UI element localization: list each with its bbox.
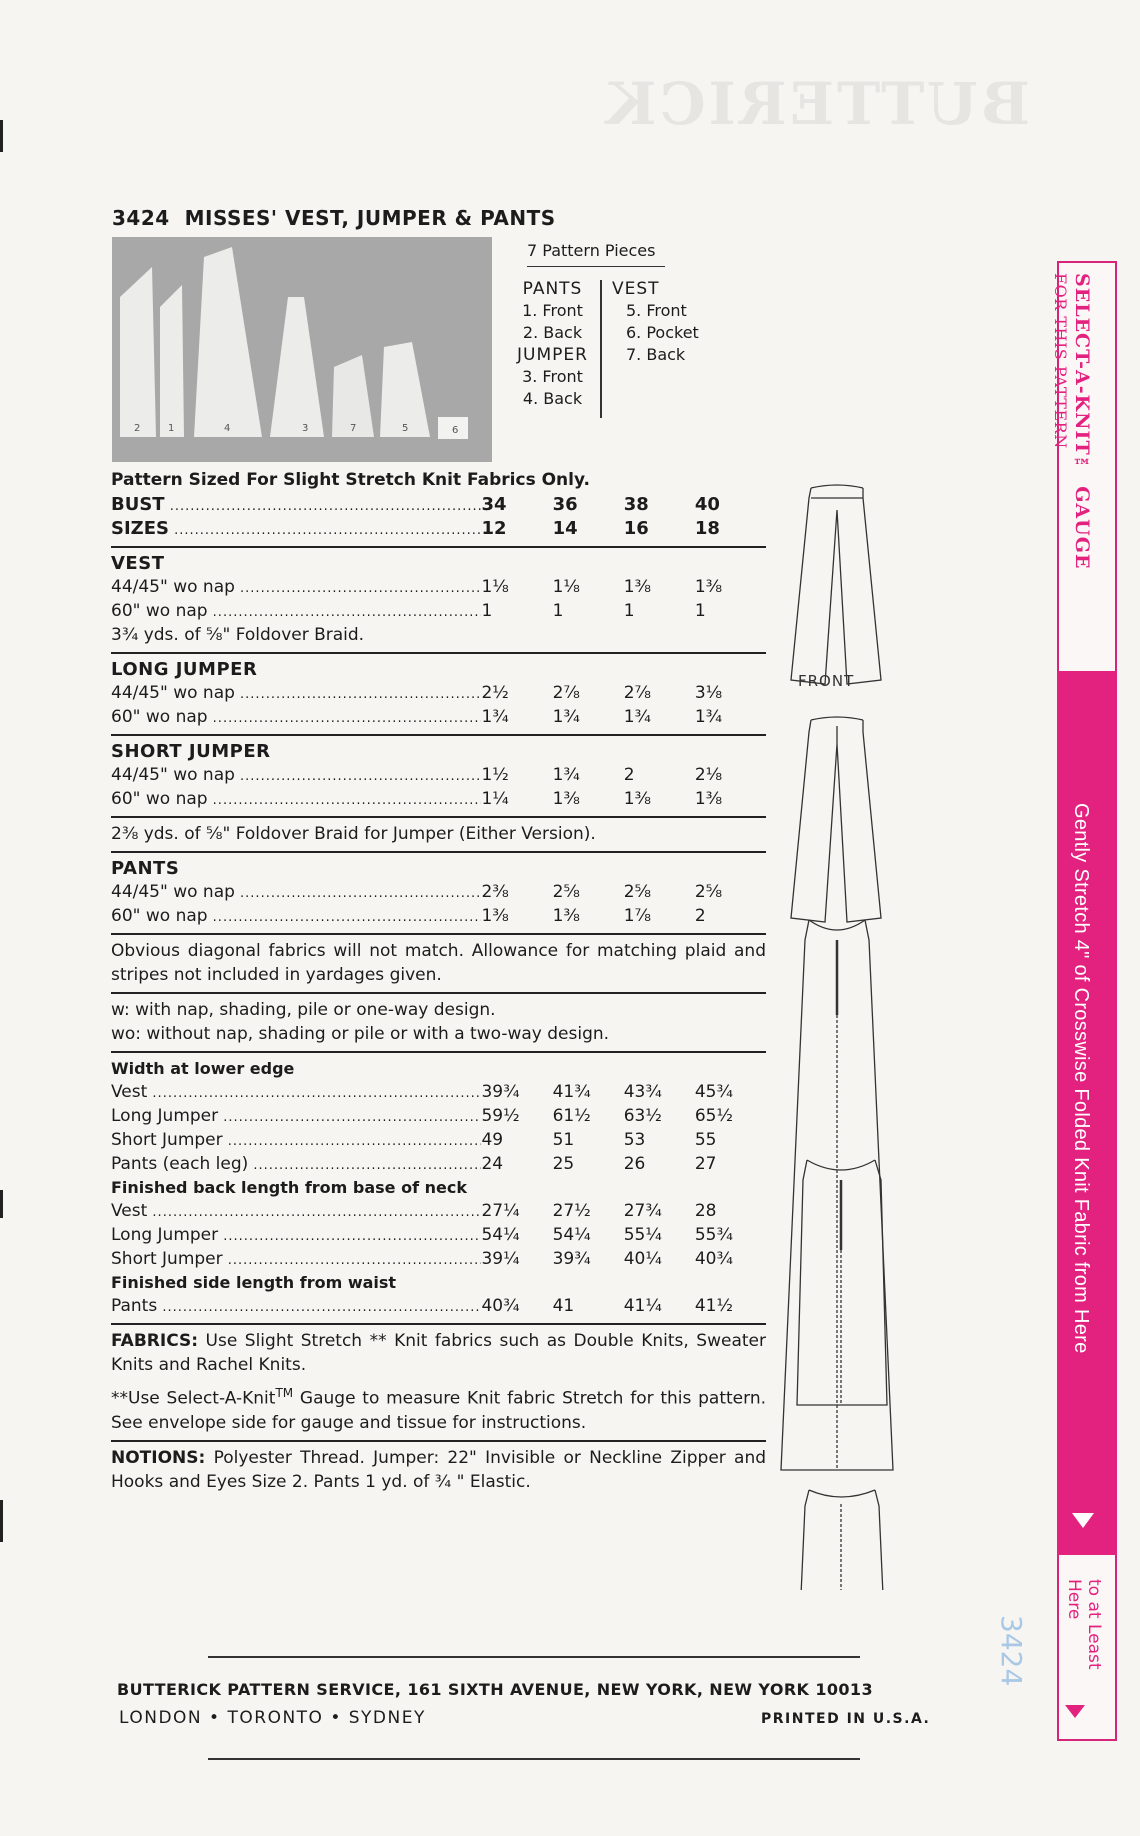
cell: 39¾ <box>552 1249 591 1269</box>
gauge-stretch-band <box>1057 671 1117 1555</box>
cell: 2 <box>623 765 635 785</box>
table-row <box>111 1104 766 1128</box>
piece-item: 1. Front <box>522 301 583 320</box>
cell: 2⅛ <box>694 765 723 785</box>
gauge-least-line2: Here <box>1064 1579 1084 1620</box>
nap-note-w: w: with nap, shading, pile or one-way design. <box>111 1000 496 1020</box>
pants-header: PANTS <box>522 279 583 299</box>
table-row <box>111 1294 766 1318</box>
front-label: FRONT <box>798 672 855 690</box>
edge-mark <box>0 120 3 152</box>
sizing-lead: Pattern Sized For Slight Stretch Knit Fabrics Only. <box>111 470 590 490</box>
cell: 12 <box>481 518 507 539</box>
cell: 27 <box>694 1154 717 1174</box>
trademark: TM <box>275 1386 294 1400</box>
cell: 54¼ <box>481 1225 520 1245</box>
cell: 1 <box>694 601 706 621</box>
row-label: 44/45" wo nap ..... <box>111 763 481 789</box>
cell: 27¾ <box>623 1201 662 1221</box>
cell: 55¾ <box>694 1225 733 1245</box>
gauge-brand: SELECT-A-KNIT™ GAUGE <box>1071 273 1093 570</box>
measurements-section <box>111 1051 766 1318</box>
yardage-chart <box>111 468 766 1494</box>
photo-number: 6 <box>452 425 459 436</box>
section-title: SHORT JUMPER <box>111 741 271 762</box>
edge-mark <box>0 1190 3 1218</box>
cell: 1⅜ <box>623 577 652 597</box>
gauge-instruction: Gently Stretch 4" of Crosswise Folded Knit Fabric from Here <box>1070 803 1092 1354</box>
cell: 40¾ <box>694 1249 733 1269</box>
table-row <box>111 763 766 787</box>
pattern-number-stamp: 3424 <box>995 1615 1028 1687</box>
row-label: 60" wo nap ..... <box>111 904 481 930</box>
row-label: 60" wo nap ..... <box>111 787 481 813</box>
pants-section <box>111 851 766 928</box>
row-label: Long Jumper ..... <box>111 1104 481 1130</box>
table-row <box>111 1080 766 1104</box>
section-title: Width at lower edge <box>111 1059 295 1078</box>
gauge-end <box>1057 1555 1117 1741</box>
gauge-header <box>1051 261 1117 673</box>
cell: 1¾ <box>694 707 723 727</box>
cell: 63½ <box>623 1106 662 1126</box>
publisher-address: BUTTERICK PATTERN SERVICE, 161 SIXTH AVENUE, NEW YORK, NEW YORK 10013 <box>117 1680 873 1699</box>
cell: 40¾ <box>481 1296 520 1316</box>
row-label: Long Jumper ..... <box>111 1223 481 1249</box>
cell: 28 <box>694 1201 717 1221</box>
cell: 26 <box>623 1154 646 1174</box>
table-row <box>111 681 766 705</box>
section-title: VEST <box>111 553 165 574</box>
cell: 41¼ <box>623 1296 662 1316</box>
cell: 1⅜ <box>694 789 723 809</box>
row-label: Vest ..... <box>111 1080 481 1106</box>
cell: 45¾ <box>694 1082 733 1102</box>
pattern-name: MISSES' VEST, JUMPER & PANTS <box>184 206 556 230</box>
cell: 18 <box>694 518 720 539</box>
cell: 54¼ <box>552 1225 591 1245</box>
table-row <box>111 575 766 599</box>
cell: 1¾ <box>552 765 580 785</box>
row-label: 44/45" wo nap ..... <box>111 575 481 601</box>
fabrics-section <box>111 1323 766 1435</box>
cell: 1⅜ <box>481 906 509 926</box>
cell: 1¼ <box>481 789 509 809</box>
cell: 59½ <box>481 1106 520 1126</box>
row-label: Vest ..... <box>111 1199 481 1225</box>
cell: 1⅛ <box>481 577 509 597</box>
piece-item: 5. Front <box>626 301 687 320</box>
cell: 49 <box>481 1130 504 1150</box>
cell: 14 <box>552 518 578 539</box>
cell: 2⅜ <box>481 882 509 902</box>
cell: 41¾ <box>552 1082 591 1102</box>
cell: 40 <box>694 494 720 515</box>
nap-note-wo: wo: without nap, shading or pile or with a two-way design. <box>111 1024 610 1044</box>
cell: 39¼ <box>481 1249 520 1269</box>
pattern-title <box>112 206 556 230</box>
pattern-pieces-illustration <box>112 237 492 462</box>
table-row <box>111 1152 766 1176</box>
cell: 1½ <box>481 765 509 785</box>
section-title: PANTS <box>111 858 180 879</box>
cell: 27½ <box>552 1201 591 1221</box>
row-label: Pants (each leg) ..... <box>111 1152 481 1178</box>
cell: 61½ <box>552 1106 591 1126</box>
section-title: Finished back length from base of neck <box>111 1178 467 1197</box>
pieces-rule <box>527 266 665 267</box>
edge-mark <box>0 1500 3 1542</box>
cell: 1⅜ <box>694 577 723 597</box>
cell: 41½ <box>694 1296 733 1316</box>
cell: 1¾ <box>552 707 580 727</box>
photo-number: 3 <box>302 423 309 434</box>
cell: 65½ <box>694 1106 733 1126</box>
cell: 36 <box>552 494 578 515</box>
piece-item: 4. Back <box>522 389 583 408</box>
short-garment-drawings <box>795 1150 895 1590</box>
photo-number: 1 <box>168 423 175 434</box>
cell: 2⅞ <box>623 683 652 703</box>
gauge-text: Gauge to measure Knit fabric Stretch for this pattern. See envelope side for gauge and tissue for instructions. <box>111 1388 767 1433</box>
sizes-row <box>111 517 766 541</box>
photo-number: 7 <box>350 423 357 434</box>
photo-number: 2 <box>134 423 141 434</box>
table-row <box>111 599 766 623</box>
table-row <box>111 880 766 904</box>
footer-rule-top <box>208 1656 860 1658</box>
photo-number: 4 <box>224 423 231 434</box>
cell: 27¼ <box>481 1201 520 1221</box>
row-label: 60" wo nap ..... <box>111 599 481 625</box>
fabrics-text: Use Slight Stretch ** Knit fabrics such as Double Knits, Sweater Knits and Rachel Knits. <box>111 1331 766 1375</box>
table-row <box>111 1199 766 1223</box>
cell: 16 <box>623 518 649 539</box>
pants-back-drawing <box>791 717 881 922</box>
gauge-subtitle: FOR THIS PATTERN <box>1051 273 1070 449</box>
bust-row <box>111 493 766 517</box>
piece-item: 2. Back <box>522 323 583 342</box>
arrow-down-icon <box>1072 1513 1094 1528</box>
piece-item: 3. Front <box>522 367 583 386</box>
pattern-number: 3424 <box>112 206 170 230</box>
notions-note <box>111 1446 766 1494</box>
piece-pants-back <box>120 267 156 437</box>
footer-rule-bottom <box>208 1758 860 1760</box>
table-row <box>111 1247 766 1271</box>
cell: 2⅝ <box>694 882 723 902</box>
cell: 1¾ <box>623 707 652 727</box>
row-label: 44/45" wo nap ..... <box>111 880 481 906</box>
vest-header: VEST <box>612 279 660 299</box>
show-through-text: BUTTERICK <box>603 70 1030 138</box>
cell: 1 <box>623 601 635 621</box>
gauge-note <box>111 1381 766 1435</box>
pieces-right-column <box>612 278 699 366</box>
pieces-count: 7 Pattern Pieces <box>527 241 656 260</box>
vest-braid-note: 3¾ yds. of ⅝" Foldover Braid. <box>111 625 365 645</box>
cell: 55 <box>694 1130 717 1150</box>
short-jumper-section <box>111 734 766 811</box>
cell: 1⅜ <box>552 906 580 926</box>
cell: 55¼ <box>623 1225 662 1245</box>
table-row <box>111 787 766 811</box>
cell: 2⅝ <box>623 882 652 902</box>
piece-item: 7. Back <box>626 345 686 364</box>
table-row <box>111 1223 766 1247</box>
table-row <box>111 904 766 928</box>
cell: 51 <box>552 1130 575 1150</box>
cell: 53 <box>623 1130 646 1150</box>
table-row <box>111 1128 766 1152</box>
diagonal-section <box>111 933 766 987</box>
cell: 3⅛ <box>694 683 723 703</box>
section-title: Finished side length from waist <box>111 1273 397 1292</box>
printed-in: PRINTED IN U.S.A. <box>761 1711 931 1727</box>
cell: 1⅞ <box>623 906 652 926</box>
diagonal-note: Obvious diagonal fabrics will not match. Allowance for matching plaid and stripes not included in yardages given. <box>111 941 766 985</box>
publisher-cities: LONDON • TORONTO • SYDNEY <box>119 1708 426 1728</box>
notions-text: Polyester Thread. Jumper: 22" Invisible or Neckline Zipper and Hooks and Eyes Size 2. Pants 1 yd. of ¾ " Elastic. <box>111 1447 767 1492</box>
short-jumper-drawing <box>797 1160 887 1405</box>
table-row <box>111 705 766 729</box>
pants-front-drawing <box>791 485 881 684</box>
pieces-left-column <box>505 278 600 410</box>
cell: 1 <box>481 601 493 621</box>
row-label: Pants ..... <box>111 1294 481 1320</box>
pieces-separator <box>600 280 602 418</box>
cell: 1¾ <box>481 707 509 727</box>
select-a-knit-gauge <box>1051 261 1113 1741</box>
photo-number: 5 <box>402 423 409 434</box>
cell: 1⅛ <box>552 577 580 597</box>
row-label: SIZES ..... <box>111 517 481 543</box>
cell: 2½ <box>481 683 509 703</box>
fabrics-note <box>111 1329 766 1377</box>
jumper-braid-note: 2⅜ yds. of ⅝" Foldover Braid for Jumper (Either Version). <box>111 824 596 844</box>
piece-item: 6. Pocket <box>626 323 699 342</box>
notions-section <box>111 1440 766 1494</box>
row-label: 60" wo nap ..... <box>111 705 481 731</box>
section-title: LONG JUMPER <box>111 659 258 680</box>
cell: 24 <box>481 1154 504 1174</box>
arrow-down-icon <box>1065 1705 1085 1718</box>
pattern-pieces-photo <box>112 237 492 462</box>
cell: 2 <box>694 906 706 926</box>
cell: 1 <box>552 601 564 621</box>
cell: 2⅝ <box>552 882 580 902</box>
gauge-prefix: **Use Select-A-Knit <box>111 1388 276 1409</box>
vest-back-drawing <box>801 1490 883 1590</box>
long-jumper-section <box>111 652 766 729</box>
row-label: Short Jumper ..... <box>111 1247 481 1273</box>
cell: 41 <box>552 1296 575 1316</box>
cell: 43¾ <box>623 1082 662 1102</box>
jumper-header: JUMPER <box>517 345 588 365</box>
cell: 25 <box>552 1154 575 1174</box>
gauge-least-line1: to at Least <box>1084 1579 1104 1670</box>
cell: 38 <box>623 494 649 515</box>
row-label: 44/45" wo nap ..... <box>111 681 481 707</box>
braid-section <box>111 816 766 846</box>
cell: 39¾ <box>481 1082 520 1102</box>
cell: 2⅞ <box>552 683 580 703</box>
piece-pants-front <box>160 285 184 437</box>
row-label: BUST ..... <box>111 493 481 519</box>
fabrics-label: FABRICS: <box>111 1331 199 1351</box>
cell: 1⅜ <box>552 789 580 809</box>
cell: 1⅜ <box>623 789 652 809</box>
row-label: Short Jumper ..... <box>111 1128 481 1154</box>
cell: 40¼ <box>623 1249 662 1269</box>
nap-section <box>111 992 766 1046</box>
cell: 34 <box>481 494 507 515</box>
notions-label: NOTIONS: <box>111 1447 206 1468</box>
vest-section <box>111 546 766 647</box>
